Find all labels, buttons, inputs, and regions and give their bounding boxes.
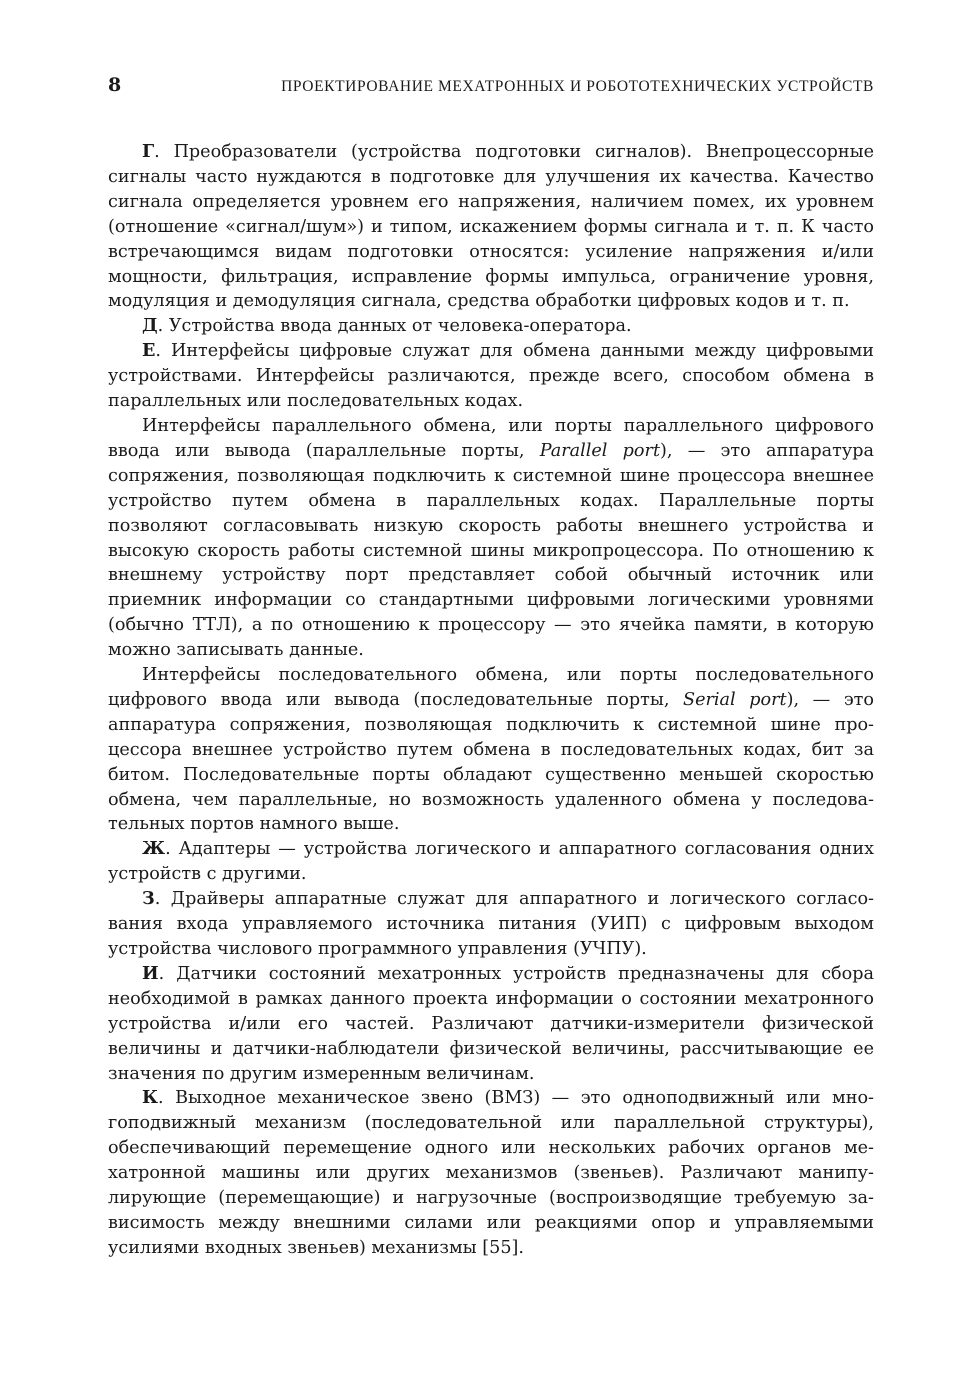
paragraph-label: К xyxy=(142,1087,159,1109)
paragraph-z-drivers xyxy=(108,887,874,962)
paragraph-text: . Адаптеры — устройства логического и аппаратного согласования одних устройств с другими. xyxy=(108,839,874,885)
paragraph-text: Интерфейсы последовательного обмена, или порты последовательного цифрового ввода или вывода (последовательные порты, xyxy=(108,665,874,710)
paragraph-text: . Датчики состояний мехатронных устройств предназначены для сбора необходимой в рамках данного проекта информации о состоянии мехатронного устройства и/или его частей. Различают датчики-измерители физической величины и датчики-наблюдатели физической величины, рассчитывающие ее значения по другим измеренным величинам. xyxy=(108,963,874,1084)
paragraph-label: И xyxy=(142,962,159,984)
running-head xyxy=(108,74,874,104)
serial-port-term: Serial port xyxy=(683,689,787,710)
paragraph-text: ), — это аппаратура сопряжения, позволяющая подключить к системной шине процессора внешнее устройство путем обмена в последовательных кодах, бит за битом. Последовательные порты обладают существенно меньшей скоростью обмена, чем параллельные, но возможность удаленного обмена у последовательных портов намного выше. xyxy=(108,689,874,835)
book-title: ПРОЕКТИРОВАНИЕ МЕХАТРОННЫХ И РОБОТОТЕХНИЧЕСКИХ УСТРОЙСТВ xyxy=(281,78,874,95)
paragraph-text: ), — это аппаратура сопряжения, позволяющая подключить к системной шине процессора внешнее устройство путем обмена в параллельных кодах. Параллельные порты позволяют согласовывать низкую скорость работы внешнего устройства и высокую скорость работы системной шины микропроцессора. По отношению к внешнему устройству порт представляет собой обычный источник или приемник информации со стандартными цифровыми логическими уровнями (обычно ТТЛ), а по отношению к процессору — это ячейка памяти, в которую можно записывать данные. xyxy=(108,440,874,661)
page-number: 8 xyxy=(108,74,122,96)
paragraph-text: . Устройства ввода данных от человека-оператора. xyxy=(157,316,632,337)
parallel-port-term: Parallel port xyxy=(539,440,661,461)
paragraph-zh-adapters xyxy=(108,837,874,887)
paragraph-label: Ж xyxy=(142,838,166,860)
paragraph-k-output-link xyxy=(108,1086,874,1260)
paragraph-e-digital-interfaces xyxy=(108,339,874,414)
paragraph-text: Интерфейсы параллельного обмена, или порты параллельного цифрового ввода или вывода (параллельные порты, xyxy=(108,415,874,461)
paragraph-g-converters xyxy=(108,140,874,314)
paragraph-text: . Выходное механическое звено (ВМЗ) — это одноподвижный или многоподвижный механизм (последовательной или параллельной структуры), обеспечивающий перемещение одного или нескольких рабочих органов мехатронной машины или других механизмов (звеньев). Различают манипулирующие (перемещающие) и нагрузочные (воспроизводящие требуемую зависимость между внешними силами или реакциями опор и управляемыми усилиями входных звеньев) механизмы [55]. xyxy=(108,1088,874,1258)
paragraph-text: . Преобразователи (устройства подготовки сигналов). Внепроцессорные сигналы часто нуждаются в подготовке для улучшения их качества. Качество сигнала определяется уровнем его напряжения, наличием помех, их уровнем (отношение «сигнал/шум») и типом, искажением формы сигнала и т. п. К часто встречающимся видам подготовки относятся: усиление напряжения и/или мощности, фильтрация, исправление формы импульса, ограничение уровня, модуляция и демодуляция сигнала, средства обработки цифровых кодов и т. п. xyxy=(108,142,874,312)
paragraph-text: . Интерфейсы цифровые служат для обмена данными между цифровыми устройствами. Интерфейсы различаются, прежде всего, способом обмена в параллельных или последовательных кодах. xyxy=(108,341,874,412)
paragraph-label: Е xyxy=(142,340,156,362)
paragraph-parallel-interfaces xyxy=(108,414,874,663)
body-text xyxy=(108,140,874,1261)
book-page xyxy=(108,74,874,1261)
paragraph-i-sensors xyxy=(108,962,874,1087)
paragraph-label: Д xyxy=(142,315,158,337)
paragraph-text: . Драйверы аппаратные служат для аппаратного и логического согласования входа управляемого источника питания (УИП) с цифровым выходом устройства числового программного управления (УЧПУ). xyxy=(108,889,874,959)
paragraph-d-input-devices xyxy=(108,314,874,339)
paragraph-serial-interfaces xyxy=(108,663,874,837)
paragraph-label: Г xyxy=(142,141,155,162)
paragraph-label: З xyxy=(142,888,155,910)
